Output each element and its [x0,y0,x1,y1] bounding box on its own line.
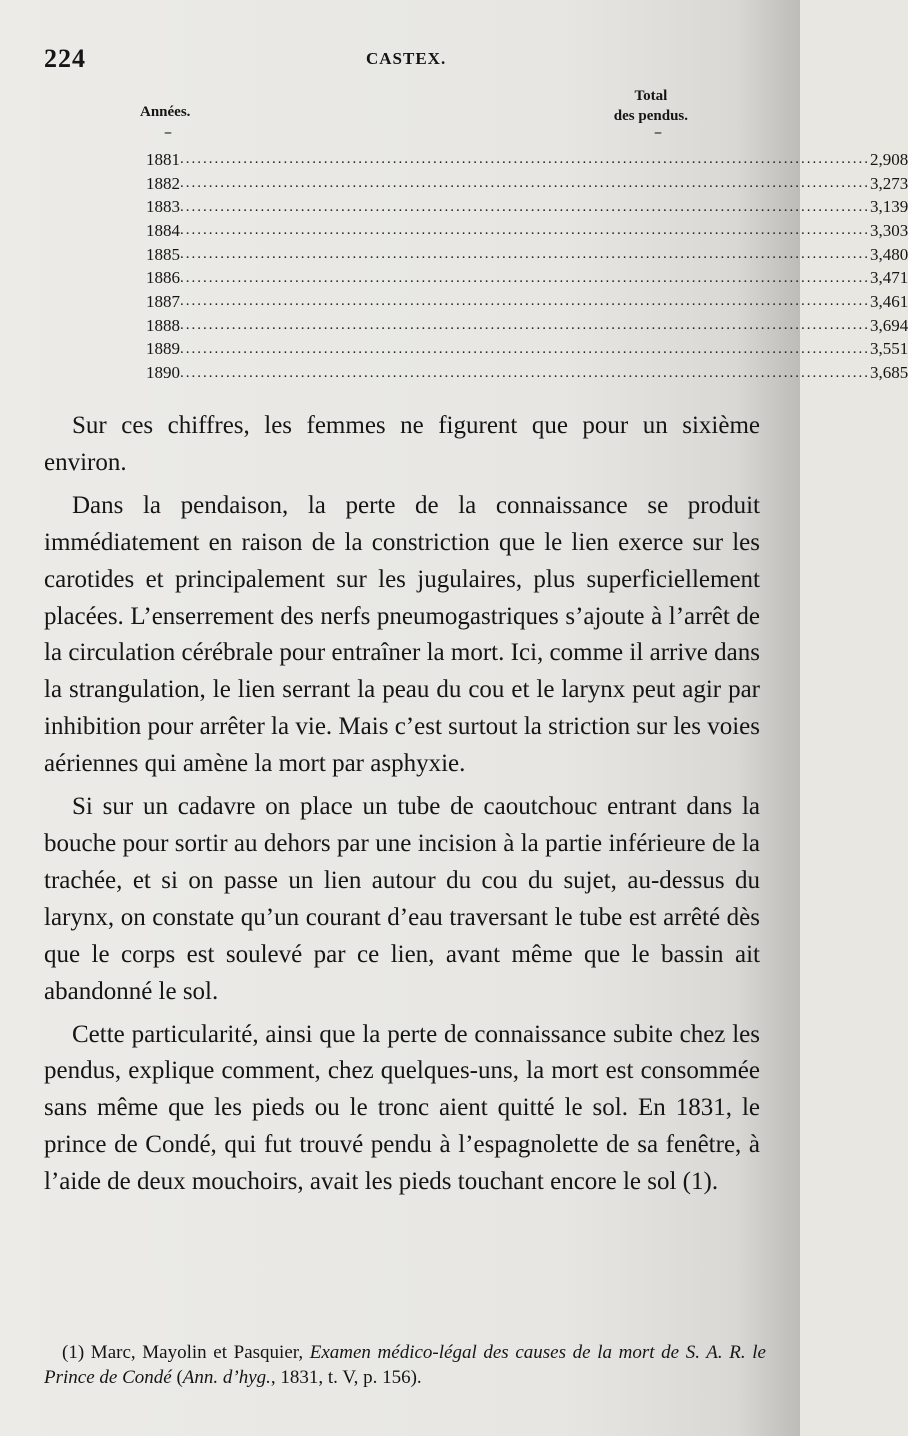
table-body [146,148,908,385]
row-total: 3,139 [870,197,908,217]
table-row [146,338,908,362]
row-year: 1881 [146,149,180,169]
table-row [146,195,908,219]
column-rule-years: – [164,122,172,141]
row-year: 1884 [146,220,180,240]
row-year: 1888 [146,315,180,335]
table-row [146,290,908,314]
row-total: 3,551 [870,339,908,359]
column-header-years: Années. [140,104,191,120]
leader-dots: ........................................................................................................................ [180,364,870,381]
footnote [44,1340,766,1390]
leader-dots: ........................................................................................................................ [180,222,870,239]
leader-dots: ........................................................................................................................ [180,198,870,215]
row-year: 1889 [146,339,180,359]
paragraph: Sur ces chiffres, les femmes ne figurent que pour un sixième environ. [44,412,760,476]
leader-dots: ........................................................................................................................ [180,293,870,310]
table-row [146,266,908,290]
leader-dots: ........................................................................................................................ [180,175,870,192]
row-total: 2,908 [870,149,908,169]
row-year: 1882 [146,173,180,193]
row-year: 1890 [146,363,180,383]
paragraph: Dans la pendaison, la perte de la connaissance se produit immédiatement en raison de la constriction que le lien exerce sur les carotides et principalement sur les jugulaires, plus superficiellement placées. L’enserrement des nerfs pneumogastriques s’ajoute à l’arrêt de la circulation cérébrale pour entraîner la mort. Ici, comme il arrive dans la strangulation, le lien serrant la peau du cou et le larynx peut agir par inhibition pour arrêter la vie. Mais c’est surtout la striction sur les voies aériennes qui amène la mort par asphyxie. [44,491,760,778]
row-year: 1887 [146,291,180,311]
row-year: 1883 [146,197,180,217]
running-head: CASTEX. [366,49,447,68]
row-total: 3,480 [870,244,908,264]
leader-dots: ........................................................................................................................ [180,246,870,263]
table-row [146,361,908,385]
table-row [146,172,908,196]
hangings-table [140,86,908,388]
row-total: 3,273 [870,173,908,193]
row-total: 3,461 [870,291,908,311]
row-year: 1885 [146,244,180,264]
page-number: 224 [44,44,86,73]
footnote-journal: Ann. d’hyg. [182,1367,271,1388]
column-header-total-line2: des pendus. [613,108,688,124]
table-row [146,219,908,243]
leader-dots: ........................................................................................................................ [180,151,870,168]
row-year: 1886 [146,268,180,288]
table-row [146,314,908,338]
row-total: 3,685 [870,363,908,383]
table-row [146,148,908,172]
page-header [44,44,744,76]
table-row [146,243,908,267]
footnote-marker: (1) [62,1342,85,1363]
footnote-authors: Marc, Mayolin et Pasquier, [90,1342,304,1363]
leader-dots: ........................................................................................................................ [180,340,870,357]
footnote-source-open: ( [176,1367,183,1388]
paragraph: Si sur un cadavre on place un tube de caoutchouc entrant dans la bouche pour sortir au dehors par une incision à la partie inférieure de la trachée, et si on passe un lien autour du cou du sujet, au-dessus du larynx, on constate qu’un courant d’eau traversant le tube est arrêté dès que le corps est soulevé par ce lien, avant même que le bassin ait abandonné le sol. [44,793,760,1005]
body-text [44,408,760,1201]
footnote-title: Examen médico-légal des causes de la mort de S. A. R. le Prince de Condé [44,1342,766,1388]
row-total: 3,303 [870,220,908,240]
column-rule-total: – [654,122,662,141]
leader-dots: ........................................................................................................................ [180,269,870,286]
column-header-total-line1: Total [634,88,668,104]
row-total: 3,694 [870,315,908,335]
footnote-rest: , 1831, t. V, p. 156). [270,1367,422,1388]
paragraph: Cette particularité, ainsi que la perte de connaissance subite chez les pendus, explique comment, chez quelques-uns, la mort est consommée sans même que les pieds ou le tronc aient quitté le sol. En 1831, le prince de Condé, qui fut trouvé pendu à l’espagnolette de sa fenêtre, à l’aide de deux mouchoirs, avait les pieds touchant encore le sol (1). [44,1020,760,1196]
leader-dots: ........................................................................................................................ [180,317,870,334]
column-header-total [614,86,688,126]
row-total: 3,471 [870,268,908,288]
